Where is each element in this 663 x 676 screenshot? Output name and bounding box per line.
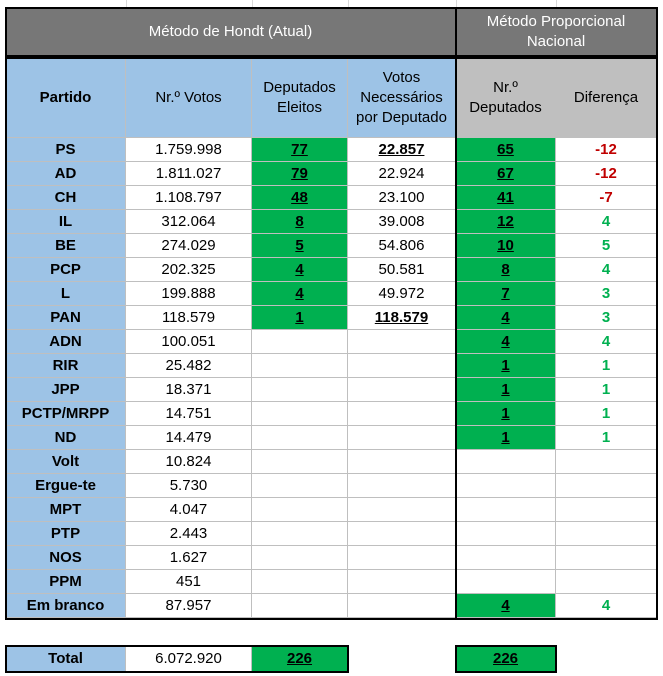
cell-votos: 1.627 [126,546,252,570]
cell-diferenca: -12 [556,162,657,186]
col-header-partido: Partido [6,58,126,138]
cell-eleitos [252,330,348,354]
cell-eleitos: 4 [252,282,348,306]
total-eleitos: 226 [252,646,348,672]
cell-eleitos [252,522,348,546]
cell-votos: 312.064 [126,210,252,234]
cell-nr-deputados [456,498,556,522]
cell-partido: ND [6,426,126,450]
cell-nr-deputados: 1 [456,354,556,378]
cell-eleitos [252,474,348,498]
cell-necessarios [348,354,456,378]
cell-nr-deputados: 41 [456,186,556,210]
cell-votos: 18.371 [126,378,252,402]
cell-partido: PCTP/MRPP [6,402,126,426]
col-header-votos-necessarios: Votos Necessários por Deputado [348,58,456,138]
cell-partido: PTP [6,522,126,546]
cell-nr-deputados: 1 [456,402,556,426]
cell-diferenca [556,450,657,474]
cell-necessarios [348,498,456,522]
cell-diferenca: 3 [556,306,657,330]
cell-eleitos [252,402,348,426]
cell-diferenca [556,498,657,522]
cell-necessarios [348,474,456,498]
cell-eleitos [252,570,348,594]
cell-partido: PAN [6,306,126,330]
cell-necessarios [348,330,456,354]
cell-votos: 87.957 [126,594,252,618]
cell-necessarios [348,522,456,546]
cell-partido: ADN [6,330,126,354]
cell-partido: L [6,282,126,306]
cell-partido: Ergue-te [6,474,126,498]
cell-necessarios [348,402,456,426]
gridline [126,0,127,8]
cell-necessarios [348,378,456,402]
cell-diferenca [556,522,657,546]
cell-necessarios [348,570,456,594]
cell-eleitos: 1 [252,306,348,330]
cell-necessarios [348,450,456,474]
cell-necessarios [348,426,456,450]
cell-diferenca: -7 [556,186,657,210]
cell-votos: 2.443 [126,522,252,546]
gridline [556,0,557,8]
cell-diferenca [556,570,657,594]
cell-nr-deputados: 4 [456,306,556,330]
cell-necessarios: 50.581 [348,258,456,282]
cell-partido: PPM [6,570,126,594]
total-label: Total [6,646,126,672]
gridline [348,0,349,8]
cell-nr-deputados [456,474,556,498]
cell-partido: CH [6,186,126,210]
cell-diferenca [556,546,657,570]
cell-diferenca: 4 [556,594,657,618]
cell-eleitos [252,498,348,522]
cell-diferenca [556,474,657,498]
cell-nr-deputados [456,570,556,594]
cell-eleitos: 4 [252,258,348,282]
cell-nr-deputados: 67 [456,162,556,186]
cell-partido: IL [6,210,126,234]
cell-nr-deputados: 65 [456,138,556,162]
cell-eleitos: 79 [252,162,348,186]
cell-diferenca: -12 [556,138,657,162]
cell-votos: 25.482 [126,354,252,378]
cell-partido: Volt [6,450,126,474]
cell-diferenca: 4 [556,330,657,354]
cell-nr-deputados: 4 [456,594,556,618]
cell-partido: PS [6,138,126,162]
cell-partido: PCP [6,258,126,282]
cell-eleitos: 77 [252,138,348,162]
cell-votos: 1.108.797 [126,186,252,210]
cell-eleitos [252,354,348,378]
hondt-section-title: Método de Hondt (Atual) [6,8,456,56]
cell-nr-deputados [456,450,556,474]
cell-eleitos [252,594,348,618]
total-votos: 6.072.920 [126,646,252,672]
cell-nr-deputados: 8 [456,258,556,282]
cell-votos: 14.751 [126,402,252,426]
cell-partido: JPP [6,378,126,402]
cell-votos: 100.051 [126,330,252,354]
cell-partido: RIR [6,354,126,378]
cell-necessarios: 49.972 [348,282,456,306]
col-header-deputados-eleitos: Deputados Eleitos [252,58,348,138]
cell-necessarios: 23.100 [348,186,456,210]
cell-eleitos [252,426,348,450]
cell-partido: Em branco [6,594,126,618]
cell-votos: 199.888 [126,282,252,306]
cell-votos: 10.824 [126,450,252,474]
cell-eleitos: 8 [252,210,348,234]
col-header-nr-deputados: Nr.º Deputados [456,58,556,138]
cell-nr-deputados [456,522,556,546]
cell-nr-deputados: 12 [456,210,556,234]
cell-partido: MPT [6,498,126,522]
cell-votos: 274.029 [126,234,252,258]
total-prop: 226 [456,646,556,672]
cell-partido: AD [6,162,126,186]
cell-diferenca: 4 [556,258,657,282]
cell-diferenca: 4 [556,210,657,234]
proportional-section-title: Método Proporcional Nacional [456,8,657,56]
cell-votos: 451 [126,570,252,594]
cell-diferenca: 1 [556,402,657,426]
cell-eleitos: 5 [252,234,348,258]
gridline [456,0,457,8]
cell-nr-deputados: 1 [456,426,556,450]
cell-votos: 1.759.998 [126,138,252,162]
cell-necessarios: 39.008 [348,210,456,234]
cell-nr-deputados: 1 [456,378,556,402]
cell-diferenca: 1 [556,378,657,402]
col-header-diferenca: Diferença [556,58,657,138]
cell-diferenca: 5 [556,234,657,258]
cell-necessarios: 22.924 [348,162,456,186]
cell-necessarios: 54.806 [348,234,456,258]
cell-votos: 202.325 [126,258,252,282]
cell-nr-deputados [456,546,556,570]
cell-eleitos: 48 [252,186,348,210]
cell-votos: 1.811.027 [126,162,252,186]
cell-necessarios: 22.857 [348,138,456,162]
col-header-votos: Nr.º Votos [126,58,252,138]
cell-eleitos [252,378,348,402]
cell-votos: 5.730 [126,474,252,498]
cell-partido: NOS [6,546,126,570]
cell-nr-deputados: 7 [456,282,556,306]
cell-necessarios: 118.579 [348,306,456,330]
cell-nr-deputados: 4 [456,330,556,354]
cell-necessarios [348,594,456,618]
cell-diferenca: 1 [556,426,657,450]
cell-nr-deputados: 10 [456,234,556,258]
gridline [252,0,253,8]
cell-diferenca: 1 [556,354,657,378]
cell-votos: 14.479 [126,426,252,450]
cell-partido: BE [6,234,126,258]
cell-necessarios [348,546,456,570]
cell-diferenca: 3 [556,282,657,306]
cell-votos: 4.047 [126,498,252,522]
cell-votos: 118.579 [126,306,252,330]
cell-eleitos [252,450,348,474]
cell-eleitos [252,546,348,570]
